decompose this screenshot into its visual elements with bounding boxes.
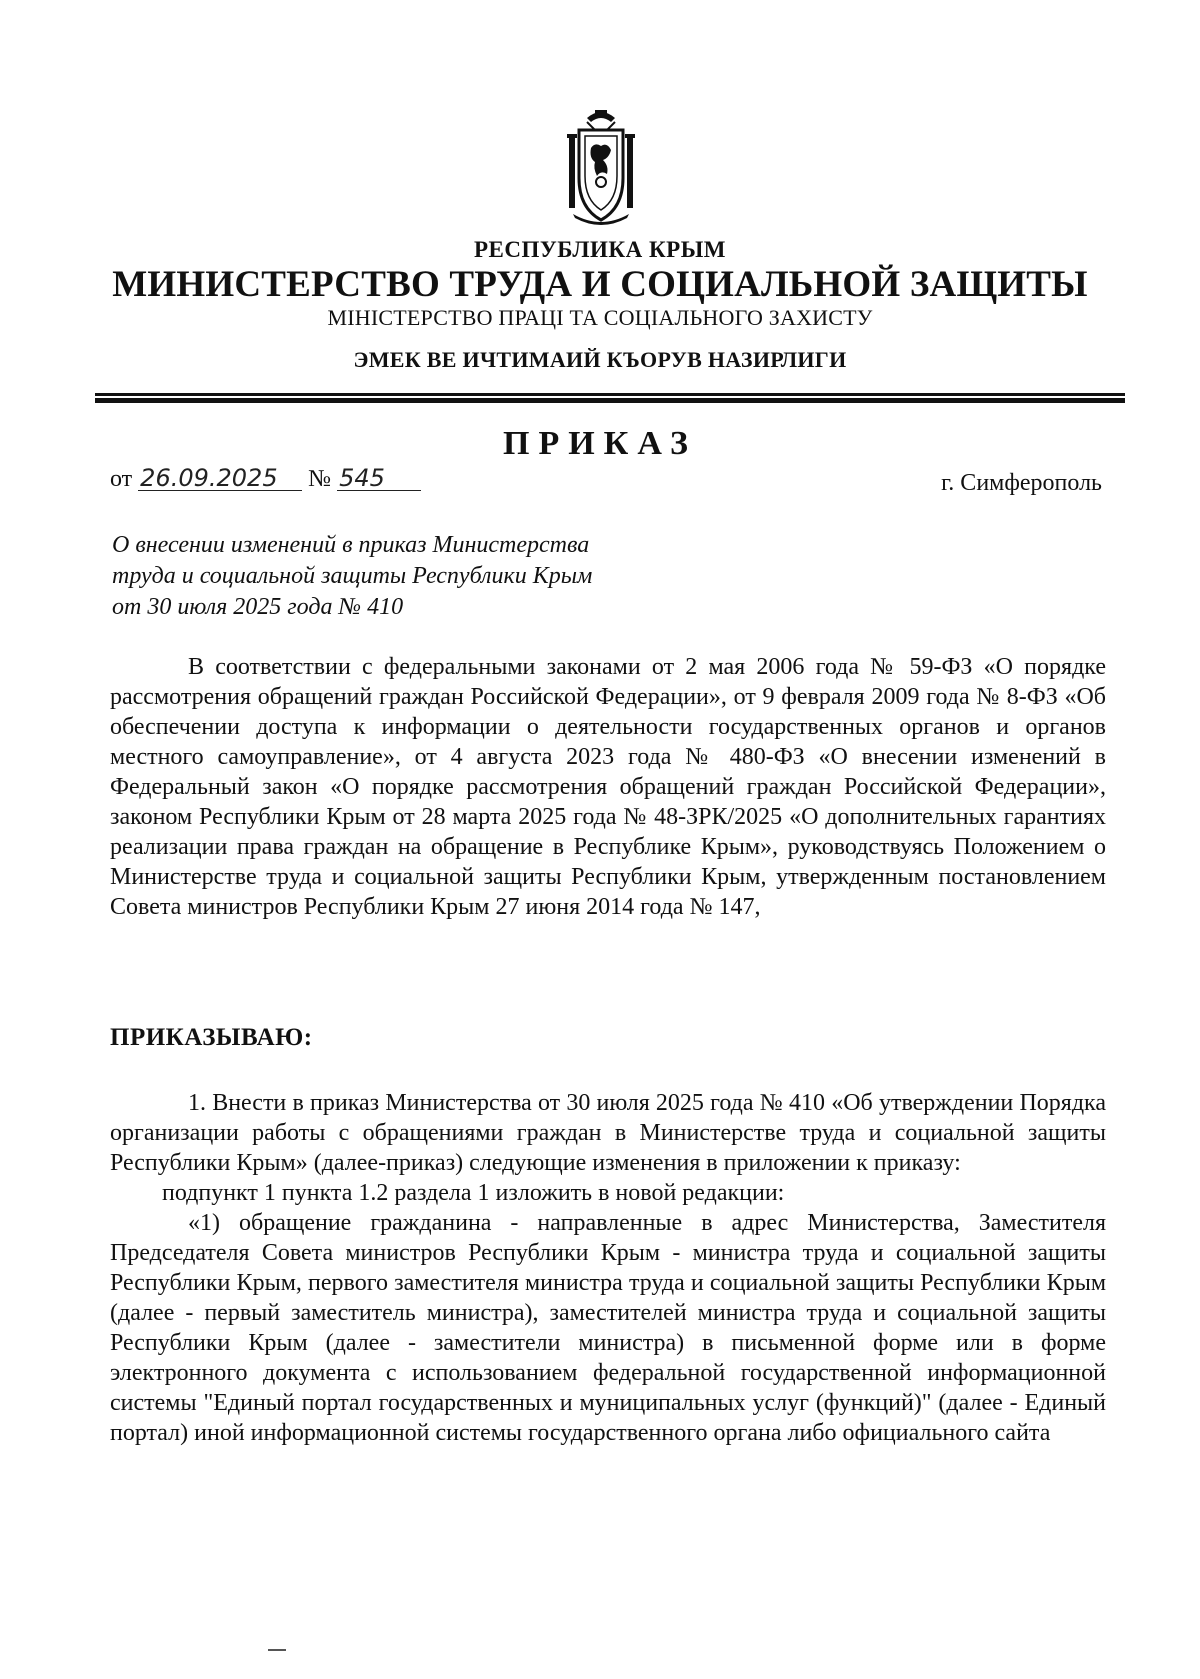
date-prefix: от <box>110 466 133 492</box>
order-date-number <box>110 466 421 493</box>
order-word: ПРИКАЗЫВАЮ: <box>110 1024 313 1051</box>
ministry-name-ukrainian: МІНІСТЕРСТВО ПРАЦІ ТА СОЦІАЛЬНОГО ЗАХИСТУ <box>327 305 873 330</box>
item-paragraph: 1. Внести в приказ Министерства от 30 июля 2025 года № 410 «Об утверждении Порядка организации работы с обращениями граждан в Министерстве труда и социальной защиты Республики Крым» (далее-приказ) следующие изменения в приложении к приказу: <box>110 1090 1106 1176</box>
page-mark <box>268 1649 286 1651</box>
order-subject <box>112 530 592 623</box>
header-divider-thin <box>95 393 1125 396</box>
city: г. Симферополь <box>941 470 1102 496</box>
subject-line: О внесении изменений в приказ Министерства <box>112 532 590 558</box>
crimea-coat-of-arms-icon <box>565 108 637 228</box>
quote-paragraph: «1) обращение гражданина - направленные в адрес Министерства, Заместителя Председателя Совета министров Республики Крым - министра труда и социальной защиты Республики Крым, первого заместителя министра труда и социальной защиты Республики Крым (далее - первый заместитель министра), заместителей министра труда и социальной защиты Республики Крым (далее - заместители министра) в письменной форме или в форме электронного документа с использованием федеральной государственной информационной системы "Единый портал государственных и муниципальных услуг (функций)" (далее - Единый портал) иной информационной системы государственного органа либо официального сайта <box>110 1210 1106 1446</box>
order-title: ПРИКАЗ <box>503 425 697 462</box>
handwritten-date: 26.09.2025 <box>138 466 302 491</box>
preamble <box>110 652 1106 922</box>
number-prefix: № <box>308 466 332 492</box>
order-items <box>110 1088 1106 1448</box>
ministry-name-crimean-tatar: ЭМЕК ВЕ ИЧТИМАИЙ КЪОРУВ НАЗИРЛИГИ <box>353 347 847 372</box>
header-divider-thick <box>95 398 1125 403</box>
ministry-name: МИНИСТЕРСТВО ТРУДА И СОЦИАЛЬНОЙ ЗАЩИТЫ <box>112 264 1088 305</box>
subject-line: от 30 июля 2025 года № 410 <box>112 594 404 620</box>
handwritten-number: 545 <box>337 466 421 491</box>
subitem-paragraph: подпункт 1 пункта 1.2 раздела 1 изложить в новой редакции: <box>162 1180 785 1206</box>
preamble-paragraph: В соответствии с федеральными законами от 2 мая 2006 года № 59-ФЗ «О порядке рассмотрения обращений граждан Российской Федерации», от 9 февраля 2009 года № 8-ФЗ «Об обеспечении доступа к информации о деятельности государственных органов и органов местного самоуправление», от 4 августа 2023 года № 480-ФЗ «О внесении изменений в Федеральный закон «О порядке рассмотрения обращений граждан Российской Федерации», законом Республики Крым от 28 марта 2025 года № 48-ЗРК/2025 «О дополнительных гарантиях реализации права граждан на обращение в Республике Крым», руководствуясь Положением о Министерстве труда и социальной защиты Республики Крым, утвержденным постановлением Совета министров Республики Крым 27 июня 2014 года № 147, <box>110 654 1106 920</box>
subject-line: труда и социальной защиты Республики Крым <box>112 563 593 589</box>
republic-name: РЕСПУБЛИКА КРЫМ <box>474 237 726 262</box>
